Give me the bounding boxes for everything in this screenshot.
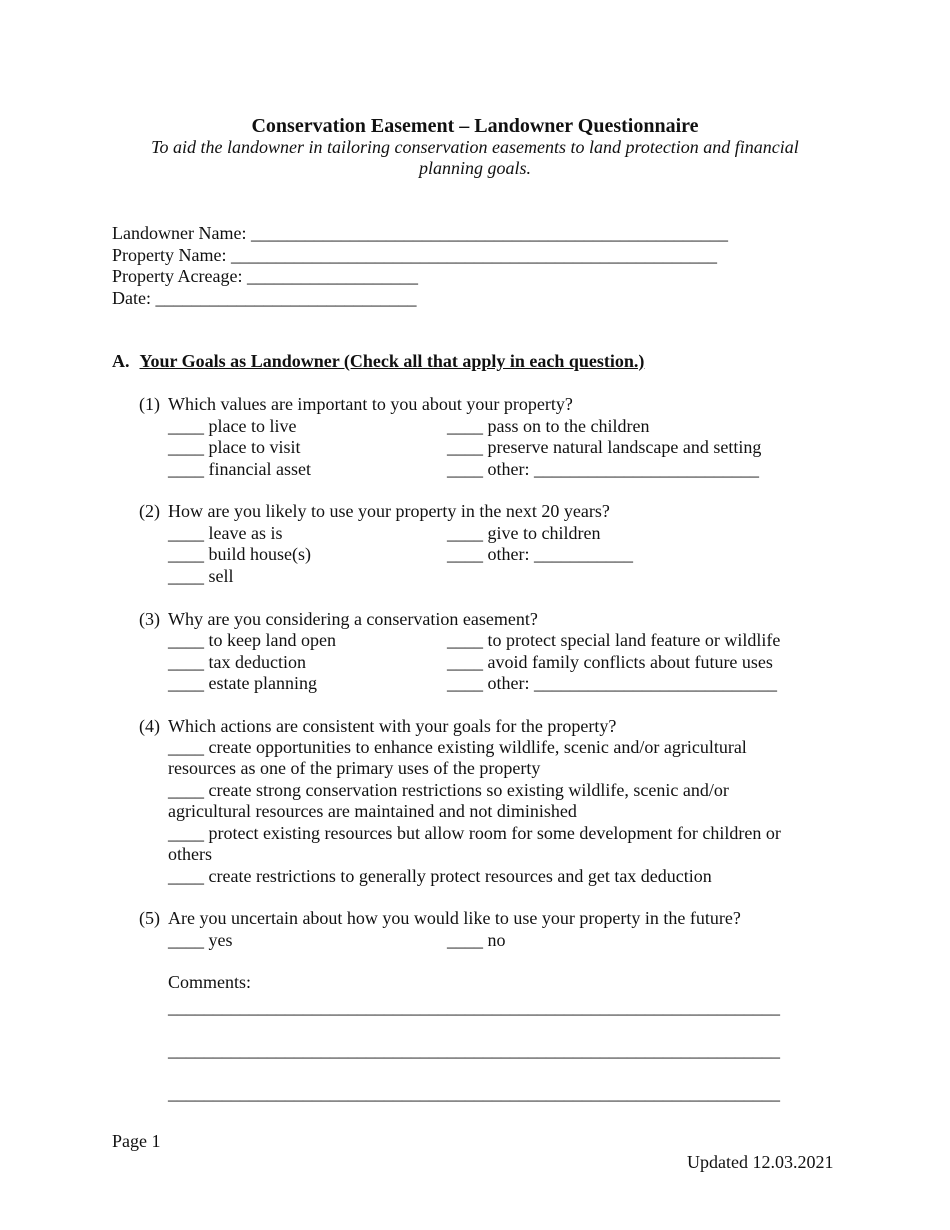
section-heading (112, 351, 644, 372)
question-number: (3) (139, 609, 160, 629)
question-text: How are you likely to use your property in the next 20 years? (168, 501, 610, 521)
property-acreage-field[interactable]: Property Acreage: ___________________ (112, 266, 418, 286)
option-protect-special-feature[interactable]: ____ to protect special land feature or wildlife (447, 630, 781, 650)
option-other[interactable]: ____ other: ___________________________ (447, 673, 777, 693)
option-estate-planning[interactable]: ____ estate planning (168, 673, 317, 693)
question-number: (4) (139, 716, 160, 736)
question-2 (139, 501, 610, 522)
option-sell[interactable]: ____ sell (168, 566, 234, 586)
question-text: Are you uncertain about how you would like to use your property in the future? (168, 908, 741, 928)
option-tax-deduction[interactable]: ____ tax deduction (168, 652, 306, 672)
section-title: Your Goals as Landowner (Check all that apply in each question.) (139, 351, 645, 371)
document-title: Conservation Easement – Landowner Questionnaire (251, 115, 699, 137)
question-number: (2) (139, 501, 160, 521)
option-yes[interactable]: ____ yes (168, 930, 233, 950)
landowner-name-field[interactable]: Landowner Name: _____________________________________________________ (112, 223, 728, 243)
option-pass-on-to-children[interactable]: ____ pass on to the children (447, 416, 650, 436)
option-financial-asset[interactable]: ____ financial asset (168, 459, 311, 479)
document-subtitle: To aid the landowner in tailoring conservation easements to land protection and financial planning goals. (151, 137, 799, 179)
question-text: Which values are important to you about your property? (168, 394, 573, 414)
comment-line[interactable]: ____________________________________________________________________ (168, 1083, 780, 1103)
question-5 (139, 908, 741, 929)
option-preserve-landscape[interactable]: ____ preserve natural landscape and setting (447, 437, 762, 457)
date-field[interactable]: Date: _____________________________ (112, 288, 417, 308)
property-name-field[interactable]: Property Name: ______________________________________________________ (112, 245, 717, 265)
option-enhance-resources[interactable]: ____ create opportunities to enhance existing wildlife, scenic and/or agricultural resources as one of the primary uses of the property (168, 737, 747, 779)
question-4 (139, 716, 616, 737)
updated-date: Updated 12.03.2021 (687, 1152, 834, 1172)
option-other[interactable]: ____ other: _________________________ (447, 459, 759, 479)
section-letter: A. (112, 351, 130, 371)
question-text: Which actions are consistent with your goals for the property? (168, 716, 617, 736)
comment-line[interactable]: ____________________________________________________________________ (168, 997, 780, 1017)
option-build-houses[interactable]: ____ build house(s) (168, 544, 311, 564)
question-number: (5) (139, 908, 160, 928)
option-keep-land-open[interactable]: ____ to keep land open (168, 630, 336, 650)
page-number: Page 1 (112, 1131, 161, 1151)
option-other[interactable]: ____ other: ___________ (447, 544, 633, 564)
comments-label: Comments: (168, 972, 252, 992)
option-avoid-family-conflicts[interactable]: ____ avoid family conflicts about future uses (447, 652, 773, 672)
option-give-to-children[interactable]: ____ give to children (447, 523, 601, 543)
option-place-to-live[interactable]: ____ place to live (168, 416, 297, 436)
question-1 (139, 394, 573, 415)
option-no[interactable]: ____ no (447, 930, 506, 950)
option-strong-restrictions[interactable]: ____ create strong conservation restrictions so existing wildlife, scenic and/or agricultural resources are maintained and not diminished (168, 780, 729, 822)
question-number: (1) (139, 394, 160, 414)
comment-line[interactable]: ____________________________________________________________________ (168, 1040, 780, 1060)
option-place-to-visit[interactable]: ____ place to visit (168, 437, 301, 457)
question-text: Why are you considering a conservation easement? (168, 609, 538, 629)
option-allow-some-development[interactable]: ____ protect existing resources but allow room for some development for children or others (168, 823, 781, 865)
question-3 (139, 609, 538, 630)
option-general-restrictions[interactable]: ____ create restrictions to generally protect resources and get tax deduction (168, 866, 712, 886)
option-leave-as-is[interactable]: ____ leave as is (168, 523, 283, 543)
